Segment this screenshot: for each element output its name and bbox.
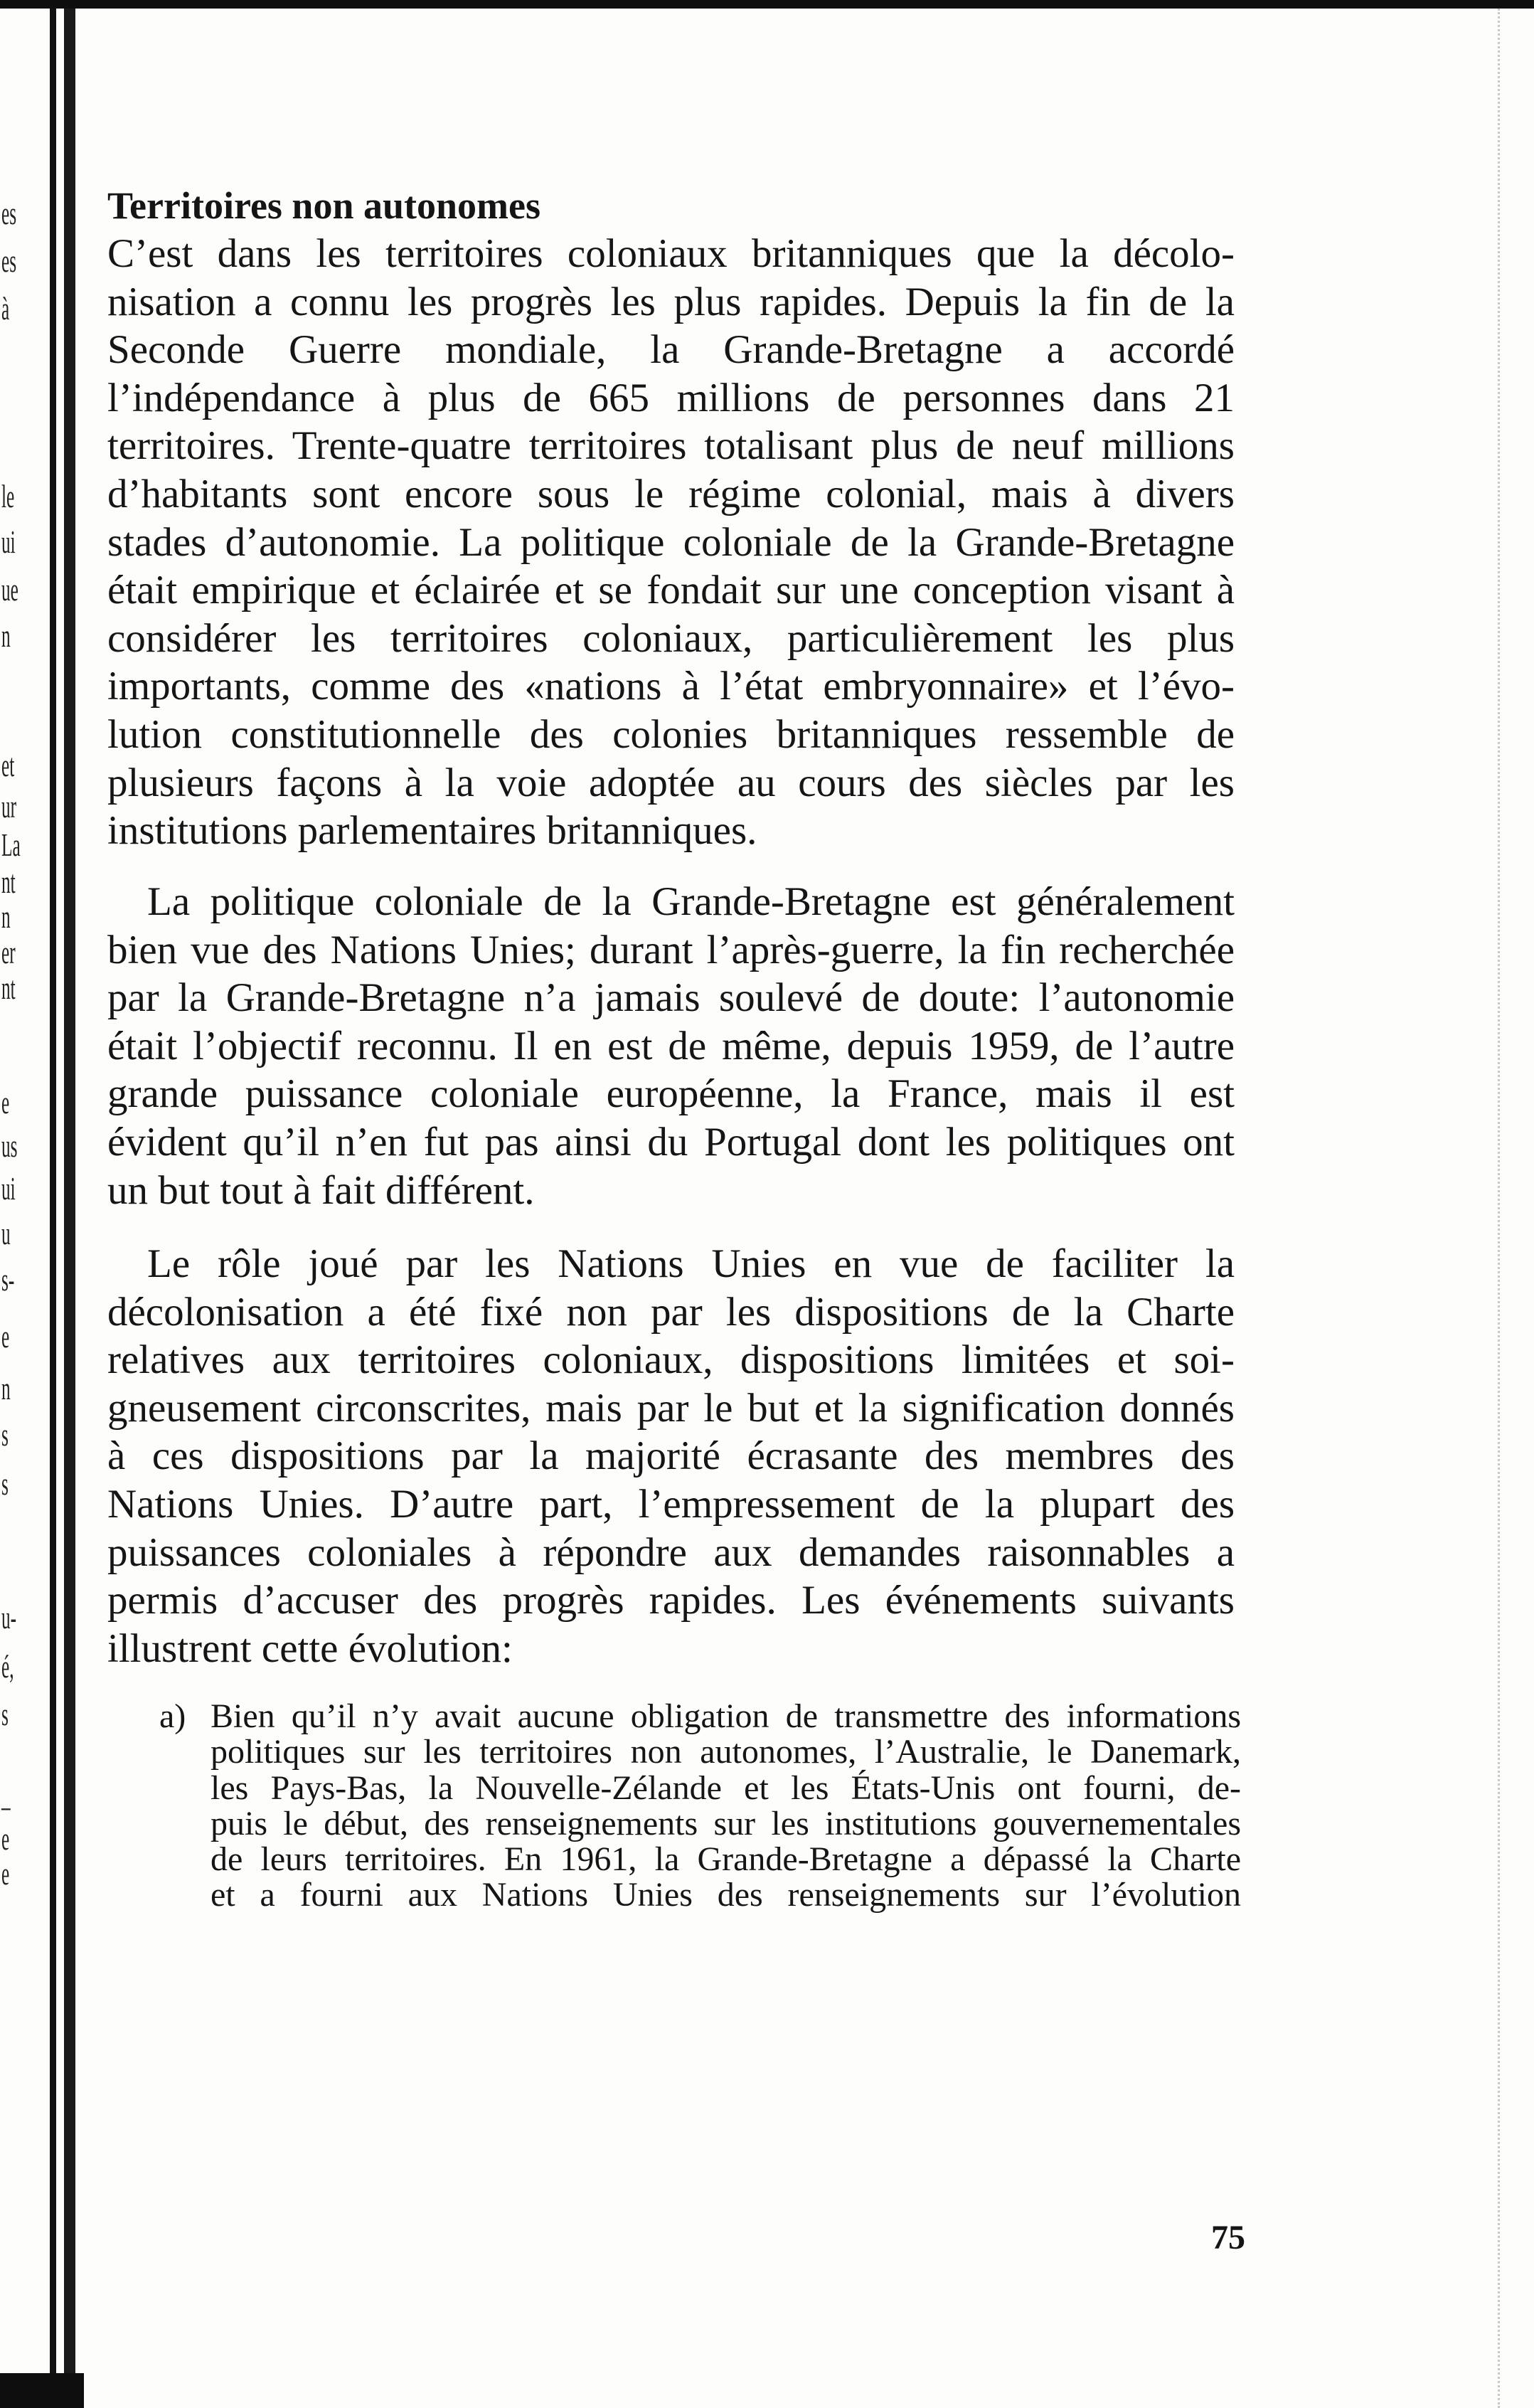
text-line: relatives aux territoires coloniaux, dispositions limitées et soi- <box>107 1337 1235 1383</box>
text-line: décolonisation a été fixé non par les dispositions de la Charte <box>107 1289 1235 1335</box>
text-line: territoires. Trente-quatre territoires totalisant plus de neuf millions <box>107 423 1235 469</box>
text-line: les Pays-Bas, la Nouvelle-Zélande et les États-Unis ont fourni, de- <box>211 1768 1241 1807</box>
gutter-fragment: e <box>1 1855 10 1892</box>
text-line: politiques sur les territoires non autonomes, l’Australie, le Danemark, <box>211 1733 1241 1771</box>
gutter-fragment: La <box>1 827 21 863</box>
text-line: La politique coloniale de la Grande-Bretagne est généralement <box>147 879 1235 924</box>
paragraph <box>107 1240 1235 1672</box>
text-line: un but tout à fait différent. <box>107 1167 535 1213</box>
text-line: et a fourni aux Nations Unies des renseignements sur l’évolution <box>211 1876 1241 1914</box>
gutter-fragment: es <box>1 195 17 231</box>
gutter-fragment: n <box>1 1370 11 1406</box>
text-line: puissances coloniales à répondre aux demandes raisonnables a <box>107 1529 1235 1575</box>
gutter-fragment: ue <box>1 571 18 608</box>
text-line: puis le début, des renseignements sur les institutions gouvernementales <box>211 1804 1241 1842</box>
gutter-fragment: le <box>1 478 15 514</box>
text-line: lution constitutionnelle des colonies britanniques ressemble de <box>107 711 1235 757</box>
text-line: était empirique et éclairée et se fondait sur une conception visant à <box>107 568 1235 613</box>
gutter-fragment: é, <box>1 1648 14 1685</box>
text-line: Le rôle joué par les Nations Unies en vue de faciliter la <box>147 1241 1235 1286</box>
list-item <box>159 1697 1241 1914</box>
gutter-fragment: e <box>1 1820 10 1857</box>
text-line: l’indépendance à plus de 665 millions de personnes dans 21 <box>107 375 1235 420</box>
gutter-fragment: à <box>1 290 10 327</box>
text-line: Seconde Guerre mondiale, la Grande-Bretagne a accordé <box>107 327 1235 373</box>
text-line: Bien qu’il n’y avait aucune obligation de transmettre des informations <box>211 1697 1241 1735</box>
gutter-fragment: e <box>1 1084 10 1120</box>
scan-top-edge <box>0 0 1534 9</box>
text-line: grande puissance coloniale européenne, la France, mais il est <box>107 1071 1235 1117</box>
gutter-fragment: us <box>1 1128 18 1164</box>
gutter-fragment: ui <box>1 524 16 560</box>
text-line: institutions parlementaires britanniques. <box>107 808 757 854</box>
gutter-fragment: et <box>1 747 15 783</box>
text-line: gneusement circonscrites, mais par le but et la signification donnés <box>107 1385 1235 1431</box>
gutter-fragment: u- <box>1 1599 17 1635</box>
gutter-fragment: nt <box>1 970 16 1006</box>
text-line: considérer les territoires coloniaux, particulièrement les plus <box>107 615 1235 661</box>
gutter-fragment: e <box>1 1318 10 1354</box>
gutter-fragment: – <box>1 1788 11 1824</box>
text-line: plusieurs façons à la voie adoptée au cours des siècles par les <box>107 760 1235 805</box>
paragraph <box>107 230 1235 855</box>
page-edge <box>1498 9 1500 2408</box>
gutter-fragment: ui <box>1 1170 16 1206</box>
paragraph <box>107 878 1235 1214</box>
gutter-fragment: ur <box>1 788 17 824</box>
text-line: bien vue des Nations Unies; durant l’après-guerre, la fin recherchée <box>107 927 1235 972</box>
text-line: à ces dispositions par la majorité écrasante des membres des <box>107 1433 1235 1479</box>
book-spine-shadow <box>64 9 75 2408</box>
text-line: stades d’autonomie. La politique coloniale de la Grande-Bretagne <box>107 519 1235 565</box>
gutter-fragment: nt <box>1 864 16 900</box>
gutter-fragment: s- <box>1 1261 15 1298</box>
text-line: importants, comme des «nations à l’état embryonnaire» et l’évo- <box>107 664 1235 709</box>
text-line: illustrent cette évolution: <box>107 1625 513 1671</box>
text-line: de leurs territoires. En 1961, la Grande-Bretagne a dépassé la Charte <box>211 1840 1241 1879</box>
text-line: nisation a connu les progrès les plus rapides. Depuis la fin de la <box>107 279 1235 324</box>
text-line: permis d’accuser des progrès rapides. Les événements suivants <box>107 1578 1235 1623</box>
gutter-fragment: er <box>1 934 16 970</box>
gutter-fragment: s <box>1 1696 9 1732</box>
gutter-fragment: u <box>1 1215 11 1251</box>
gutter-fragment: s <box>1 1465 9 1502</box>
book-spine-shadow <box>50 9 56 2408</box>
text-line: d’habitants sont encore sous le régime colonial, mais à divers <box>107 471 1235 516</box>
gutter-fragment: es <box>1 243 17 279</box>
gutter-fragment: n <box>1 617 11 654</box>
text-line: par la Grande-Bretagne n’a jamais soulevé de doute: l’autonomie <box>107 975 1235 1021</box>
gutter-fragment: s <box>1 1416 9 1453</box>
text-line: C’est dans les territoires coloniaux britanniques que la décolo- <box>107 231 1235 276</box>
gutter-fragment: n <box>1 898 11 935</box>
text-line: était l’objectif reconnu. Il en est de même, depuis 1959, de l’autre <box>107 1023 1235 1068</box>
scan-corner-shadow <box>0 2373 84 2408</box>
list-marker: a) <box>159 1697 186 1735</box>
section-title: Territoires non autonomes <box>107 184 541 227</box>
text-line: Nations Unies. D’autre part, l’empressement de la plupart des <box>107 1481 1235 1527</box>
text-line: évident qu’il n’en fut pas ainsi du Portugal dont les politiques ont <box>107 1119 1235 1165</box>
page-number: 75 <box>1211 2219 1245 2256</box>
